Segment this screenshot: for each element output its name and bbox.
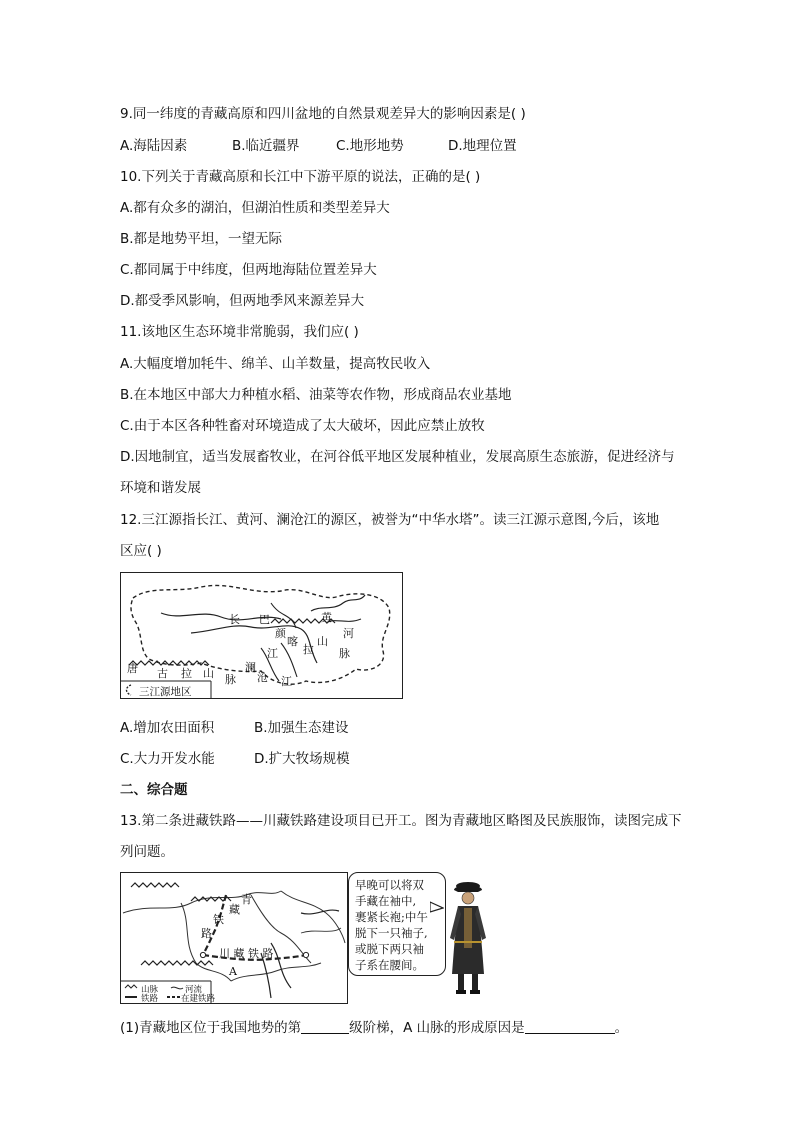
- q10-option-a: A.都有众多的湖泊，但湖泊性质和类型差异大: [120, 200, 390, 216]
- q13-sub1-part3: 。: [614, 1020, 629, 1036]
- q12-option-d: D.扩大牧场规模: [254, 751, 350, 767]
- map2-legend-mountain: 山脉: [141, 985, 159, 995]
- q13-stem-line2: 列问题。: [120, 844, 174, 860]
- map2-legend-railway: 铁路: [141, 994, 159, 1004]
- map-label-ba: 巴: [259, 613, 270, 626]
- q10-stem: 10.下列关于青藏高原和长江中下游平原的说法，正确的是( ): [120, 169, 481, 185]
- q12-stem-line2: 区应( ): [120, 543, 162, 559]
- map-label-jiang: 江: [267, 647, 278, 660]
- speech-line-2: 手藏在袖中,: [355, 894, 417, 908]
- q10-option-b: B.都是地势平坦，一望无际: [120, 231, 283, 247]
- map-label-shan: 山: [317, 635, 328, 648]
- q11-option-d-continued: 环境和谐发展: [120, 480, 201, 496]
- section-2-title: 二、综合题: [120, 782, 188, 798]
- q9-option-a: A.海陆因素: [120, 138, 188, 154]
- map2-legend-river: 河流: [185, 985, 203, 995]
- qingzang-map: [120, 872, 348, 1004]
- map-label-ka: 喀: [287, 635, 298, 648]
- map-label-la2: 拉: [181, 667, 192, 680]
- map2-label-chuan-zang-tie-lu: 川 藏 铁 路: [219, 947, 274, 960]
- q13-sub1-part2: 级阶梯，A 山脉的形成原因是: [349, 1020, 525, 1036]
- speech-bubble: [348, 872, 446, 976]
- map2-label-zang: 藏: [229, 903, 240, 916]
- map-label-yan: 颜: [275, 627, 286, 640]
- map-label-jiang2: 江: [281, 675, 292, 688]
- map2-label-a: A: [229, 965, 237, 978]
- q13-sub1-part1: (1)青藏地区位于我国地势的第: [120, 1020, 302, 1036]
- q13-stem-line1: 13.第二条进藏铁路——川藏铁路建设项目已开工。图为青藏地区略图及民族服饰，读图完成下: [120, 813, 682, 829]
- map2-label-tie: 铁: [213, 913, 224, 926]
- map2-legend-building-railway: 在建铁路: [181, 994, 216, 1004]
- q11-option-a: A.大幅度增加牦牛、绵羊、山羊数量，提高牧民收入: [120, 356, 431, 372]
- q10-option-c: C.都同属于中纬度，但两地海陆位置差异大: [120, 262, 377, 278]
- map-label-huang: 黄: [321, 611, 332, 624]
- q9-stem: 9.同一纬度的青藏高原和四川盆地的自然景观差异大的影响因素是( ): [120, 106, 526, 122]
- map-label-mai2: 脉: [225, 673, 236, 686]
- map-label-la: 拉: [303, 643, 314, 656]
- map-label-he: 河: [343, 627, 354, 640]
- q12-option-a: A.增加农田面积: [120, 720, 215, 736]
- map-label-gu: 古: [157, 667, 168, 680]
- q9-option-d: D.地理位置: [448, 138, 517, 154]
- map-label-lan: 澜: [245, 661, 256, 674]
- q11-option-c: C.由于本区各种牲畜对环境造成了太大破坏，因此应禁止放牧: [120, 418, 485, 434]
- map-label-chang: 长: [229, 613, 240, 626]
- q11-stem: 11.该地区生态环境非常脆弱，我们应( ): [120, 324, 359, 340]
- q13-sub1-blank-reason[interactable]: [525, 1019, 615, 1034]
- map-label-tang: 唐: [127, 662, 138, 675]
- map2-label-lu: 路: [201, 927, 212, 940]
- sanjiangyuan-map: [120, 572, 403, 699]
- speech-line-6: 子系在腰间。: [355, 958, 424, 972]
- map-label-shan2: 山: [203, 667, 214, 680]
- q12-stem-line1: 12.三江源指长江、黄河、澜沧江的源区，被誉为“中华水塔”。读三江源示意图,今后，该地: [120, 512, 660, 528]
- q11-option-d: D.因地制宜，适当发展畜牧业，在河谷低平地区发展种植业，发展高原生态旅游，促进经济与: [120, 449, 675, 465]
- q9-option-b: B.临近疆界: [232, 138, 300, 154]
- q11-option-b: B.在本地区中部大力种植水稻、油菜等农作物，形成商品农业基地: [120, 387, 512, 403]
- speech-line-4: 脱下一只袖子,: [355, 926, 428, 940]
- q10-option-d: D.都受季风影响，但两地季风来源差异大: [120, 293, 365, 309]
- q12-option-b: B.加强生态建设: [254, 720, 349, 736]
- q12-option-c: C.大力开发水能: [120, 751, 215, 767]
- speech-line-3: 裹紧长袍;中午: [355, 910, 428, 924]
- q13-sub1: [120, 1016, 628, 1036]
- tibetan-costume-figure-icon: [444, 878, 492, 996]
- map-legend-sanjiangyuan: 三江源地区: [139, 686, 192, 698]
- map-label-mai: 脉: [339, 647, 350, 660]
- q13-sub1-blank-step[interactable]: [301, 1019, 349, 1034]
- q9-option-c: C.地形地势: [336, 138, 404, 154]
- map2-label-qing: 青: [241, 893, 252, 906]
- speech-line-5: 或脱下两只袖: [355, 942, 424, 956]
- speech-line-1: 早晚可以将双: [355, 878, 424, 892]
- map-label-cang: 沧: [257, 671, 268, 684]
- speech-bubble-tail: [430, 900, 444, 914]
